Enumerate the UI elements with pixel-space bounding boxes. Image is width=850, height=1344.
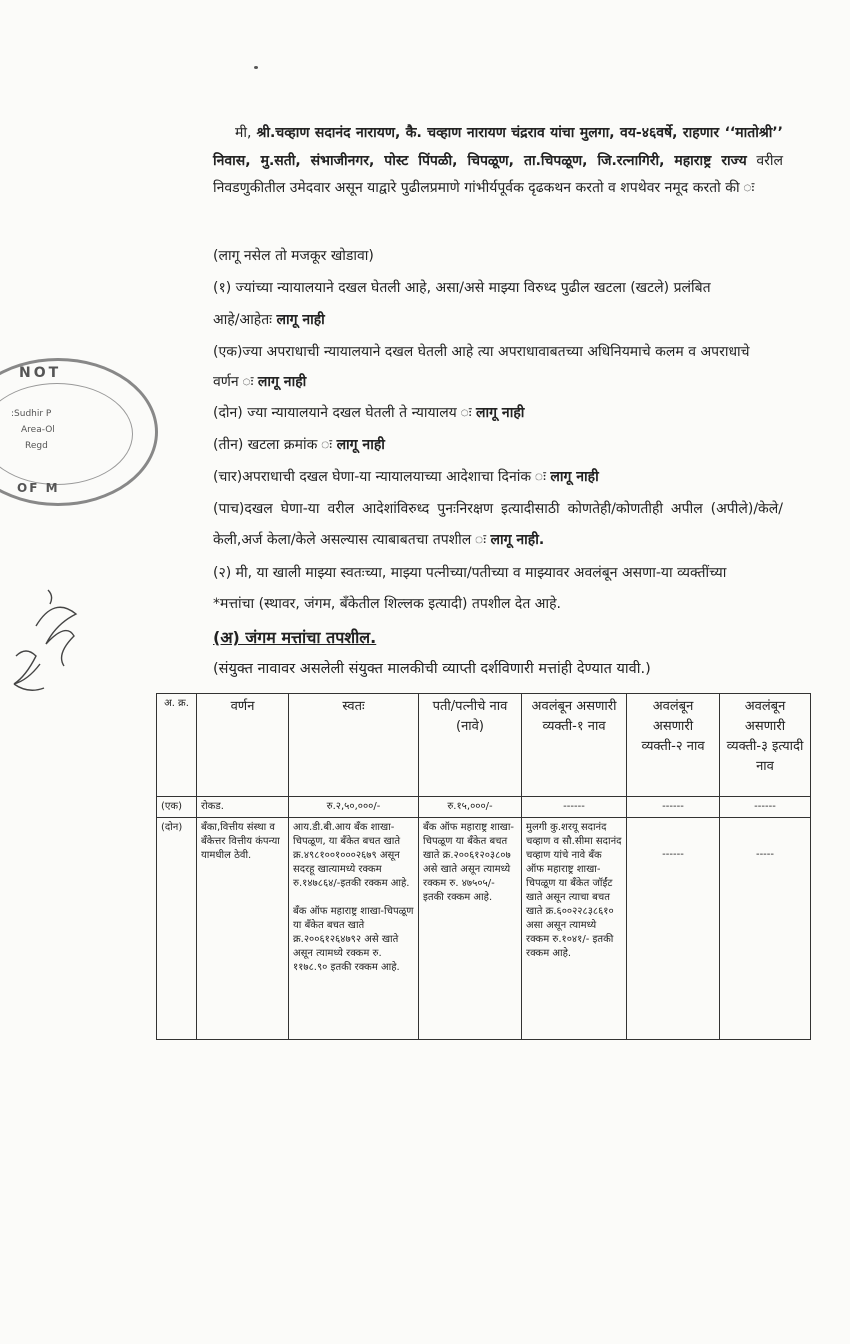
row2-dep2: ------ bbox=[627, 818, 720, 1040]
item-1: (१) ज्यांच्या न्यायालयाने दखल घेतली आहे, असा/असे माझ्या विरुध्द पुढील खटला (खटले) प्रलंबित bbox=[213, 280, 711, 296]
stamp-inner-ring bbox=[0, 383, 133, 485]
item-ek-cont bbox=[213, 372, 783, 392]
row1-dep2: ------ bbox=[627, 797, 720, 818]
row1-self: रु.२,५०,०००/- bbox=[289, 797, 419, 818]
item-ek: (एक)ज्या अपराधाची न्यायालयाने दखल घेतली आहे त्या अपराधावाबतच्या अधिनियमाचे कलम व अपराधाचे bbox=[213, 344, 750, 360]
col-header-dep2: अवलंबून असणारी व्यक्ती-२ नाव bbox=[627, 694, 720, 797]
row1-dep3: ------ bbox=[720, 797, 811, 818]
strike-note: (लागू नसेल तो मजकूर खोडावा) bbox=[213, 248, 374, 264]
item-ek-value: लागू नाही bbox=[257, 374, 307, 390]
notary-stamp bbox=[0, 358, 158, 506]
item-teen-value: लागू नाही bbox=[336, 437, 385, 453]
speck bbox=[254, 66, 258, 69]
row1-no: (एक) bbox=[157, 797, 197, 818]
movable-assets-table bbox=[156, 693, 811, 1040]
declarant-details: श्री.चव्हाण सदानंद नारायण, कै. चव्हाण नारायण चंद्रराव यांचा मुलगा, वय-४६वर्षे, राहणार ‘‘मातोश्री’’ निवास, मु.सती, संभाजीनगर, पोस्ट पिंपळी, चिपळूण, ता.चिपळूण, जि.रत्नागिरी, महाराष्ट्र राज्य bbox=[213, 125, 784, 169]
row2-dep1: मुलगी कु.शरयू सदानंद चव्हाण व सौ.सीमा सदानंद चव्हाण यांचे नावे बँक ऑफ महाराष्ट्र शाखा-चिपळूण या बँकेत जॉईंट खाते असून त्याचा बचत खाते क्र.६००२२८३८६१० असा असून त्यामध्ये रक्कम रु.१०४१/- इतकी रक्कम आहे. bbox=[522, 818, 627, 1040]
stamp-line-1: :Sudhir P bbox=[11, 409, 52, 419]
table-row bbox=[157, 797, 811, 818]
col-header-desc: वर्णन bbox=[197, 694, 289, 797]
item-don bbox=[213, 403, 783, 423]
row2-desc: बँका,वित्तीय संस्था व बँकेत्तर वित्तीय कंपन्या यामधील ठेवी. bbox=[197, 818, 289, 1040]
table-row bbox=[157, 818, 811, 1040]
item-char bbox=[213, 467, 783, 487]
item-2: (२) मी, या खाली माझ्या स्वतःच्या, माझ्या पत्नीच्या/पतीच्या व माझ्यावर अवलंबून असणा-या व्यक्तींच्या bbox=[213, 565, 727, 581]
item-char-value: लागू नाही bbox=[550, 469, 599, 485]
row2-self-account-a: आय.डी.बी.आय बँक शाखा-चिपळूण, या बँकेत बचत खाते क्र.४९८१००१०००२६७९ असून सदरहू खात्यामध्ये रक्कम रु.१४७८६४/-इतकी रक्कम आहे. bbox=[293, 822, 410, 889]
item-pach bbox=[213, 494, 783, 556]
row2-spouse: बँक ऑफ महाराष्ट्र शाखा-चिपळूण या बँकेत बचत खाते क्र.२००६१२०३८०७ असे खाते असून त्यामध्ये रक्कम रु. ४७५०५/- इतकी रक्कम आहे. bbox=[419, 818, 522, 1040]
stamp-line-2: Area-Ol bbox=[21, 425, 55, 435]
item-1-cont-label: आहे/आहेतः bbox=[213, 312, 277, 328]
signature bbox=[6, 586, 86, 706]
item-teen bbox=[213, 435, 783, 455]
stamp-top-text: NOT bbox=[19, 365, 62, 381]
item-teen-label: (तीन) खटला क्रमांक ः bbox=[213, 437, 337, 453]
item-don-label: (दोन) ज्या न्यायालयाने दखल घेतली ते न्यायालय ः bbox=[213, 405, 477, 421]
item-1-cont bbox=[213, 310, 783, 330]
item-pach-label: (पाच)दखल घेणा-या वरील आदेशांविरुध्द पुनःनिरक्षण इत्यादीसाठी कोणतेही/कोणतीही अपील (अपीले)/केले/केली,अर्ज केला/केले असल्यास त्याबाबतचा तपशील ः bbox=[213, 501, 783, 548]
row2-self bbox=[289, 818, 419, 1040]
col-header-self: स्वतः bbox=[289, 694, 419, 797]
col-header-dep3: अवलंबून असणारी व्यक्ती-३ इत्यादी नाव bbox=[720, 694, 811, 797]
row2-dep3: ----- bbox=[720, 818, 811, 1040]
row2-no: (दोन) bbox=[157, 818, 197, 1040]
item-don-value: लागू नाही bbox=[476, 405, 525, 421]
declaration-prefix: मी, bbox=[235, 125, 257, 141]
row1-spouse: रु.१५,०००/- bbox=[419, 797, 522, 818]
col-header-no: अ. क्र. bbox=[157, 694, 197, 797]
row2-self-account-b: बँक ऑफ महाराष्ट्र शाखा-चिपळूण या बँकेत बचत खाते क्र.२००६१२६४७९२ असे खाते असून त्यामध्ये रक्कम रु. ११७८.९० इतकी रक्कम आहे. bbox=[293, 906, 414, 973]
stamp-bottom-text: OF M bbox=[17, 481, 60, 495]
item-pach-value: लागू नाही. bbox=[490, 532, 545, 548]
row1-dep1: ------ bbox=[522, 797, 627, 818]
row1-desc: रोकड. bbox=[197, 797, 289, 818]
item-ek-cont-label: वर्णन ः bbox=[213, 374, 258, 390]
table-header-row bbox=[157, 694, 811, 797]
declaration-paragraph bbox=[213, 120, 783, 203]
stamp-line-3: Regd bbox=[25, 441, 48, 451]
declaration-text: वरील निवडणुकीतील उमेदवार असून याद्वारे पुढीलप्रमाणे गांभीर्यपूर्वक दृढकथन करतो व शपथेवर नमूद करतो की ः bbox=[213, 152, 784, 196]
joint-ownership-note: (संयुक्त नावावर असलेली संयुक्त मालकीची व्याप्ती दर्शविणारी मत्तांही देण्यात यावी.) bbox=[213, 661, 651, 677]
item-char-label: (चार)अपराधाची दखल घेणा-या न्यायालयाच्या आदेशाचा दिनांक ः bbox=[213, 469, 551, 485]
item-1-value: लागू नाही bbox=[276, 312, 325, 328]
col-header-dep1: अवलंबून असणारी व्यक्ती-१ नाव bbox=[522, 694, 627, 797]
item-2-cont: *मत्तांचा (स्थावर, जंगम, बँकेतील शिल्लक इत्यादी) तपशील देत आहे. bbox=[213, 596, 561, 612]
movable-assets-heading: (अ) जंगम मत्तांचा तपशील. bbox=[213, 628, 377, 647]
col-header-spouse: पती/पत्नीचे नाव (नावे) bbox=[419, 694, 522, 797]
